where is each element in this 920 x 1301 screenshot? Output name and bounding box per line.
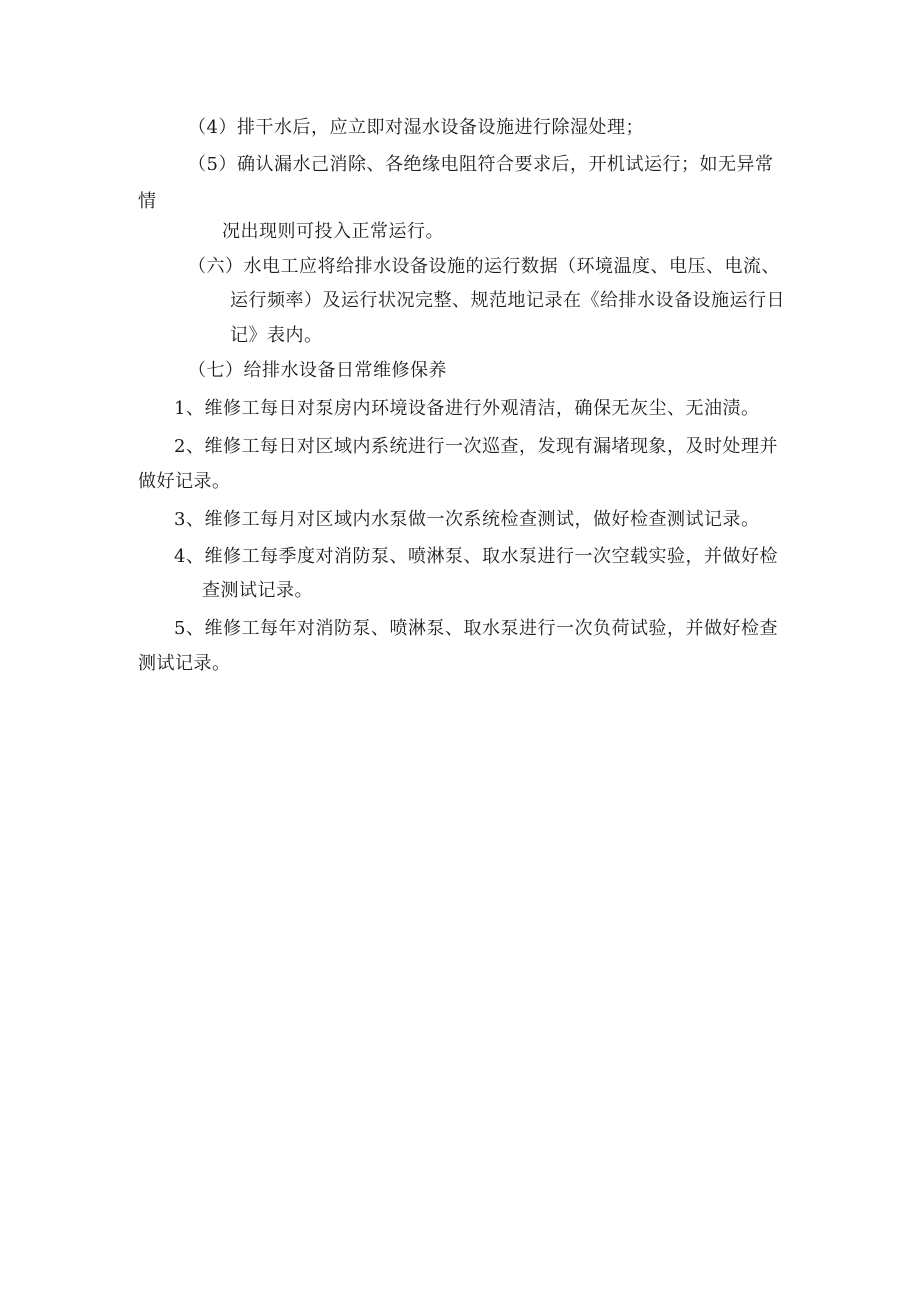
- list-item-2-continuation: 做好记录。: [138, 471, 231, 492]
- section-heading: （七）给排水设备日常维修保养: [188, 360, 447, 381]
- paragraph-line-6: 运行频率）及运行状况完整、规范地记录在《给排水设备设施运行日: [230, 290, 785, 311]
- list-item-4: 4、维修工每季度对消防泵、喷淋泵、取水泵进行一次空载实验，并做好检: [174, 546, 778, 567]
- list-item-3: 3、维修工每月对区域内水泵做一次系统检查测试，做好检查测试记录。: [174, 509, 760, 530]
- paragraph-line-4: 况出现则可投入正常运行。: [222, 221, 444, 242]
- paragraph-line-5: （六）水电工应将给排水设备设施的运行数据（环境温度、电压、电流、: [188, 256, 780, 277]
- paragraph-line-7: 记》表内。: [230, 325, 323, 346]
- paragraph-line-3: 情: [138, 191, 157, 212]
- list-item-2: 2、维修工每日对区域内系统进行一次巡查，发现有漏堵现象，及时处理并: [174, 436, 778, 457]
- list-item-1: 1、维修工每日对泵房内环境设备进行外观清洁，确保无灰尘、无油渍。: [174, 398, 760, 419]
- list-item-5: 5、维修工每年对消防泵、喷淋泵、取水泵进行一次负荷试验，并做好检查: [174, 618, 778, 639]
- paragraph-line-2: （5）确认漏水己消除、各绝缘电阻符合要求后，开机试运行；如无异常: [188, 154, 774, 175]
- paragraph-line-1: （4）排干水后，应立即对湿水设备设施进行除湿处理；: [188, 117, 644, 138]
- list-item-4-continuation: 查测试记录。: [202, 580, 313, 601]
- list-item-5-continuation: 测试记录。: [138, 653, 231, 674]
